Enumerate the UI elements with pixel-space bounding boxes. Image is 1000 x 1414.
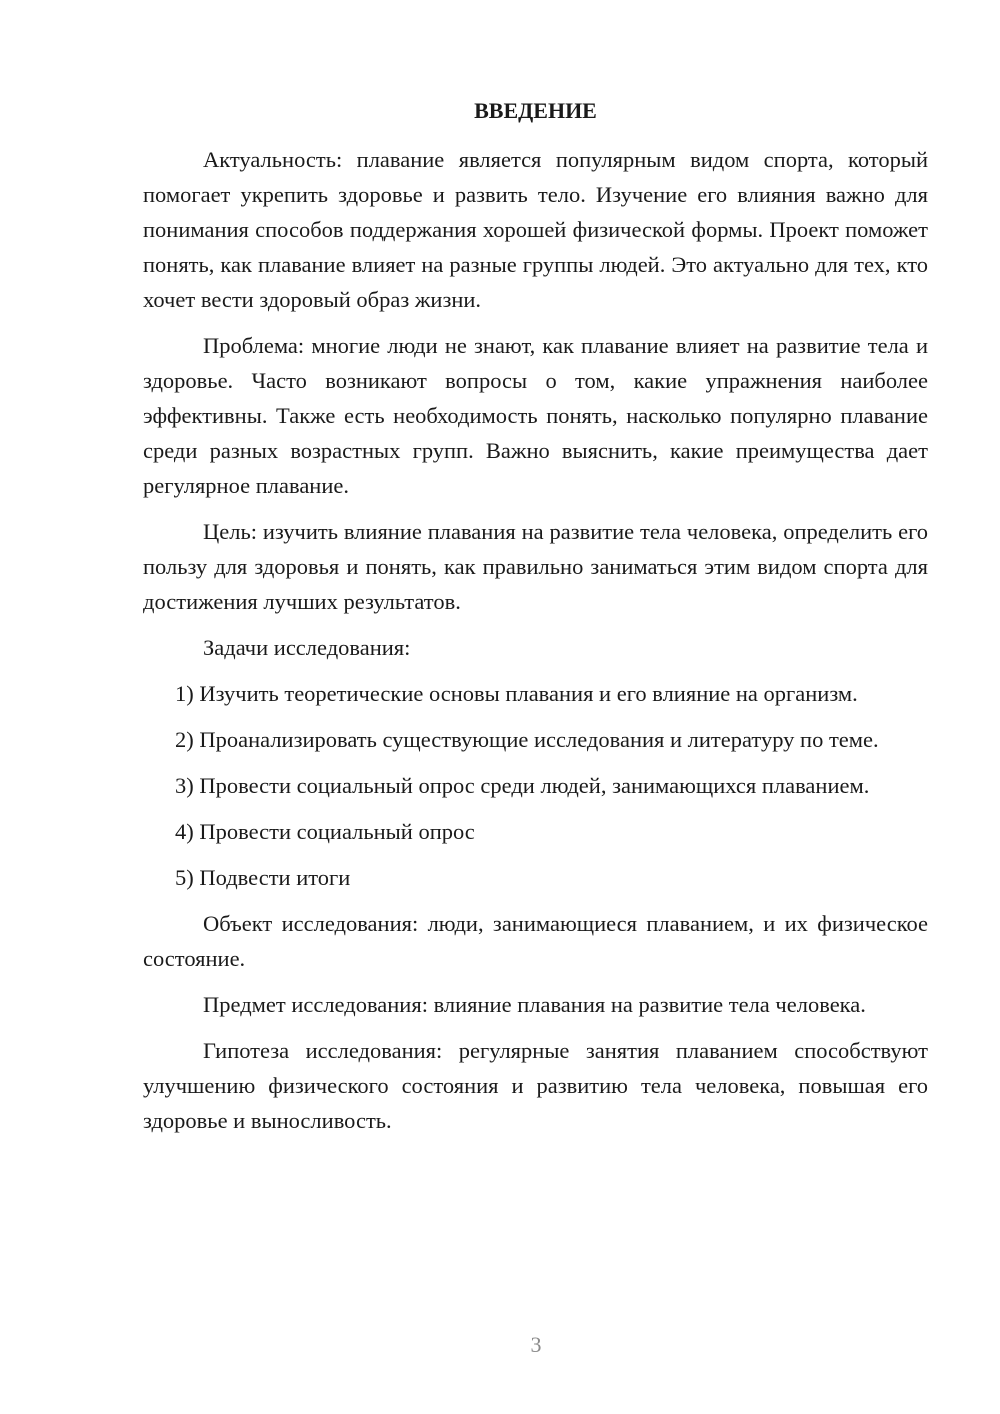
section-title: ВВЕДЕНИЕ	[474, 98, 597, 123]
task-item-3: 3) Провести социальный опрос среди людей, занимающихся плаванием.	[175, 773, 870, 798]
task-item-5: 5) Подвести итоги	[175, 865, 351, 890]
paragraph-hypothesis: Гипотеза исследования: регулярные занятия плаванием способствуют улучшению физического состояния и развитию тела человека, повышая его здоровье и выносливость.	[143, 1038, 928, 1133]
task-item-4: 4) Провести социальный опрос	[175, 819, 475, 844]
task-item-1: 1) Изучить теоретические основы плавания и его влияние на организм.	[175, 681, 858, 706]
tasks-heading: Задачи исследования:	[203, 635, 411, 660]
paragraph-goal: Цель: изучить влияние плавания на развитие тела человека, определить его пользу для здоровья и понять, как правильно заниматься этим видом спорта для достижения лучших результатов.	[143, 519, 928, 614]
paragraph-relevance: Актуальность: плавание является популярным видом спорта, который помогает укрепить здоровье и развить тело. Изучение его влияния важно для понимания способов поддержания хорошей физической формы. Проект поможет понять, как плавание влияет на разные группы людей. Это актуально для тех, кто хочет вести здоровый образ жизни.	[143, 147, 928, 312]
paragraph-object: Объект исследования: люди, занимающиеся плаванием, и их физическое состояние.	[143, 911, 928, 971]
paragraph-subject: Предмет исследования: влияние плавания на развитие тела человека.	[203, 992, 866, 1017]
paragraph-problem: Проблема: многие люди не знают, как плавание влияет на развитие тела и здоровье. Часто возникают вопросы о том, какие упражнения наиболее эффективны. Также есть необходимость понять, насколько популярно плавание среди разных возрастных групп. Важно выяснить, какие преимущества дает регулярное плавание.	[143, 333, 928, 498]
page-number: 3	[530, 1332, 542, 1357]
task-item-2: 2) Проанализировать существующие исследования и литературу по теме.	[175, 727, 879, 752]
document-body	[143, 142, 928, 1149]
